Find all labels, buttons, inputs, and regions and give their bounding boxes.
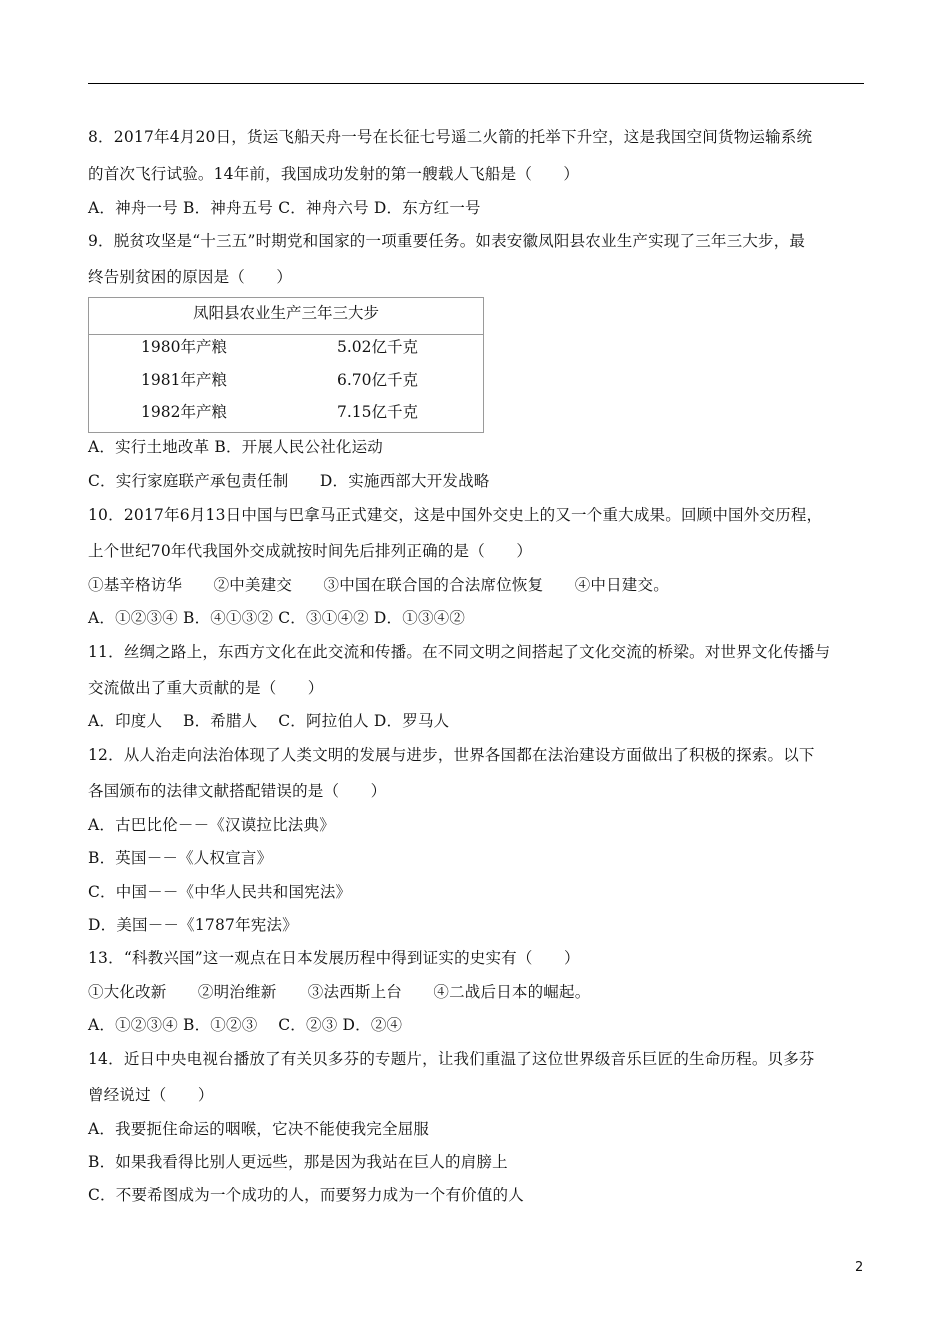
q10-stem-line2: 上个世纪70年代我国外交成就按时间先后排列正确的是（ ） bbox=[88, 542, 533, 560]
q11-stem-line1: 11．丝绸之路上，东西方文化在此交流和传播。在不同文明之间搭起了文化交流的桥梁。对世界文化传播与 bbox=[88, 643, 831, 661]
q9-table-row1-year: 1980年产粮 bbox=[141, 338, 227, 356]
q12-stem-line1: 12．从人治走向法治体现了人类文明的发展与进步，世界各国都在法治建设方面做出了积极的探索。以下 bbox=[88, 746, 815, 764]
q8-stem-line2: 的首次飞行试验。14年前，我国成功发射的第一艘载人飞船是（ ） bbox=[88, 165, 580, 183]
q9-table-header-rule bbox=[89, 334, 483, 335]
q9-grain-table bbox=[88, 297, 484, 433]
q14-stem-line1: 14．近日中央电视台播放了有关贝多芬的专题片，让我们重温了这位世界级音乐巨匠的生命历程。贝多芬 bbox=[88, 1050, 815, 1068]
q9-table-row2-value: 6.70亿千克 bbox=[337, 371, 419, 389]
q9-table-title: 凤阳县农业生产三年三大步 bbox=[192, 304, 379, 322]
q13-stem-line1: 13．“科教兴国”这一观点在日本发展历程中得到证实的史实有（ ） bbox=[88, 949, 580, 967]
q9-table-row1-value: 5.02亿千克 bbox=[337, 338, 419, 356]
q10-items: ①基辛格访华 ②中美建交 ③中国在联合国的合法席位恢复 ④中日建交。 bbox=[88, 576, 669, 594]
q9-table-row2-year: 1981年产粮 bbox=[141, 371, 227, 389]
q14-stem-line2: 曾经说过（ ） bbox=[88, 1086, 214, 1104]
q13-items: ①大化改新 ②明治维新 ③法西斯上台 ④二战后日本的崛起。 bbox=[88, 983, 591, 1001]
q11-stem-line2: 交流做出了重大贡献的是（ ） bbox=[88, 679, 324, 697]
q10-options: A．①②③④ B．④①③② C．③①④② D．①③④② bbox=[88, 609, 466, 627]
q9-stem-line1: 9．脱贫攻坚是“十三五”时期党和国家的一项重要任务。如表安徽凤阳县农业生产实现了三年三大步，最 bbox=[88, 232, 806, 250]
q12-stem-line2: 各国颁布的法律文献搭配错误的是（ ） bbox=[88, 782, 387, 800]
q9-options-ab: A．实行土地改革 B．开展人民公社化运动 bbox=[88, 438, 384, 456]
q10-stem-line1: 10．2017年6月13日中国与巴拿马正式建交，这是中国外交史上的又一个重大成果。回顾中国外交历程， bbox=[88, 506, 823, 524]
q14-option-b: B．如果我看得比别人更远些，那是因为我站在巨人的肩膀上 bbox=[88, 1153, 508, 1171]
q12-option-a: A．古巴比伦－－《汉谟拉比法典》 bbox=[88, 816, 335, 834]
q13-options: A．①②③④ B．①②③ C．②③ D．②④ bbox=[88, 1016, 403, 1034]
q8-options: A．神舟一号 B．神舟五号 C．神舟六号 D．东方红一号 bbox=[88, 199, 481, 217]
q9-table-row3-year: 1982年产粮 bbox=[141, 403, 227, 421]
q12-option-c: C．中国－－《中华人民共和国宪法》 bbox=[88, 883, 352, 901]
q9-stem-line2: 终告别贫困的原因是（ ） bbox=[88, 268, 293, 286]
page-number: 2 bbox=[855, 1260, 864, 1275]
q8-stem-line1: 8．2017年4月20日，货运飞船天舟一号在长征七号遥二火箭的托举下升空，这是我国空间货物运输系统 bbox=[88, 128, 813, 146]
q12-option-d: D．美国－－《1787年宪法》 bbox=[88, 916, 298, 934]
q14-option-c: C．不要希图成为一个成功的人，而要努力成为一个有价值的人 bbox=[88, 1186, 524, 1204]
q9-options-cd: C．实行家庭联产承包责任制 D．实施西部大开发战略 bbox=[88, 472, 490, 490]
q9-table-row3-value: 7.15亿千克 bbox=[337, 403, 419, 421]
q12-option-b: B．英国－－《人权宣言》 bbox=[88, 849, 273, 867]
q14-option-a: A．我要扼住命运的咽喉，它决不能使我完全屈服 bbox=[88, 1120, 430, 1138]
header-rule bbox=[88, 83, 864, 84]
q11-options: A．印度人 B．希腊人 C．阿拉伯人 D．罗马人 bbox=[88, 712, 450, 730]
